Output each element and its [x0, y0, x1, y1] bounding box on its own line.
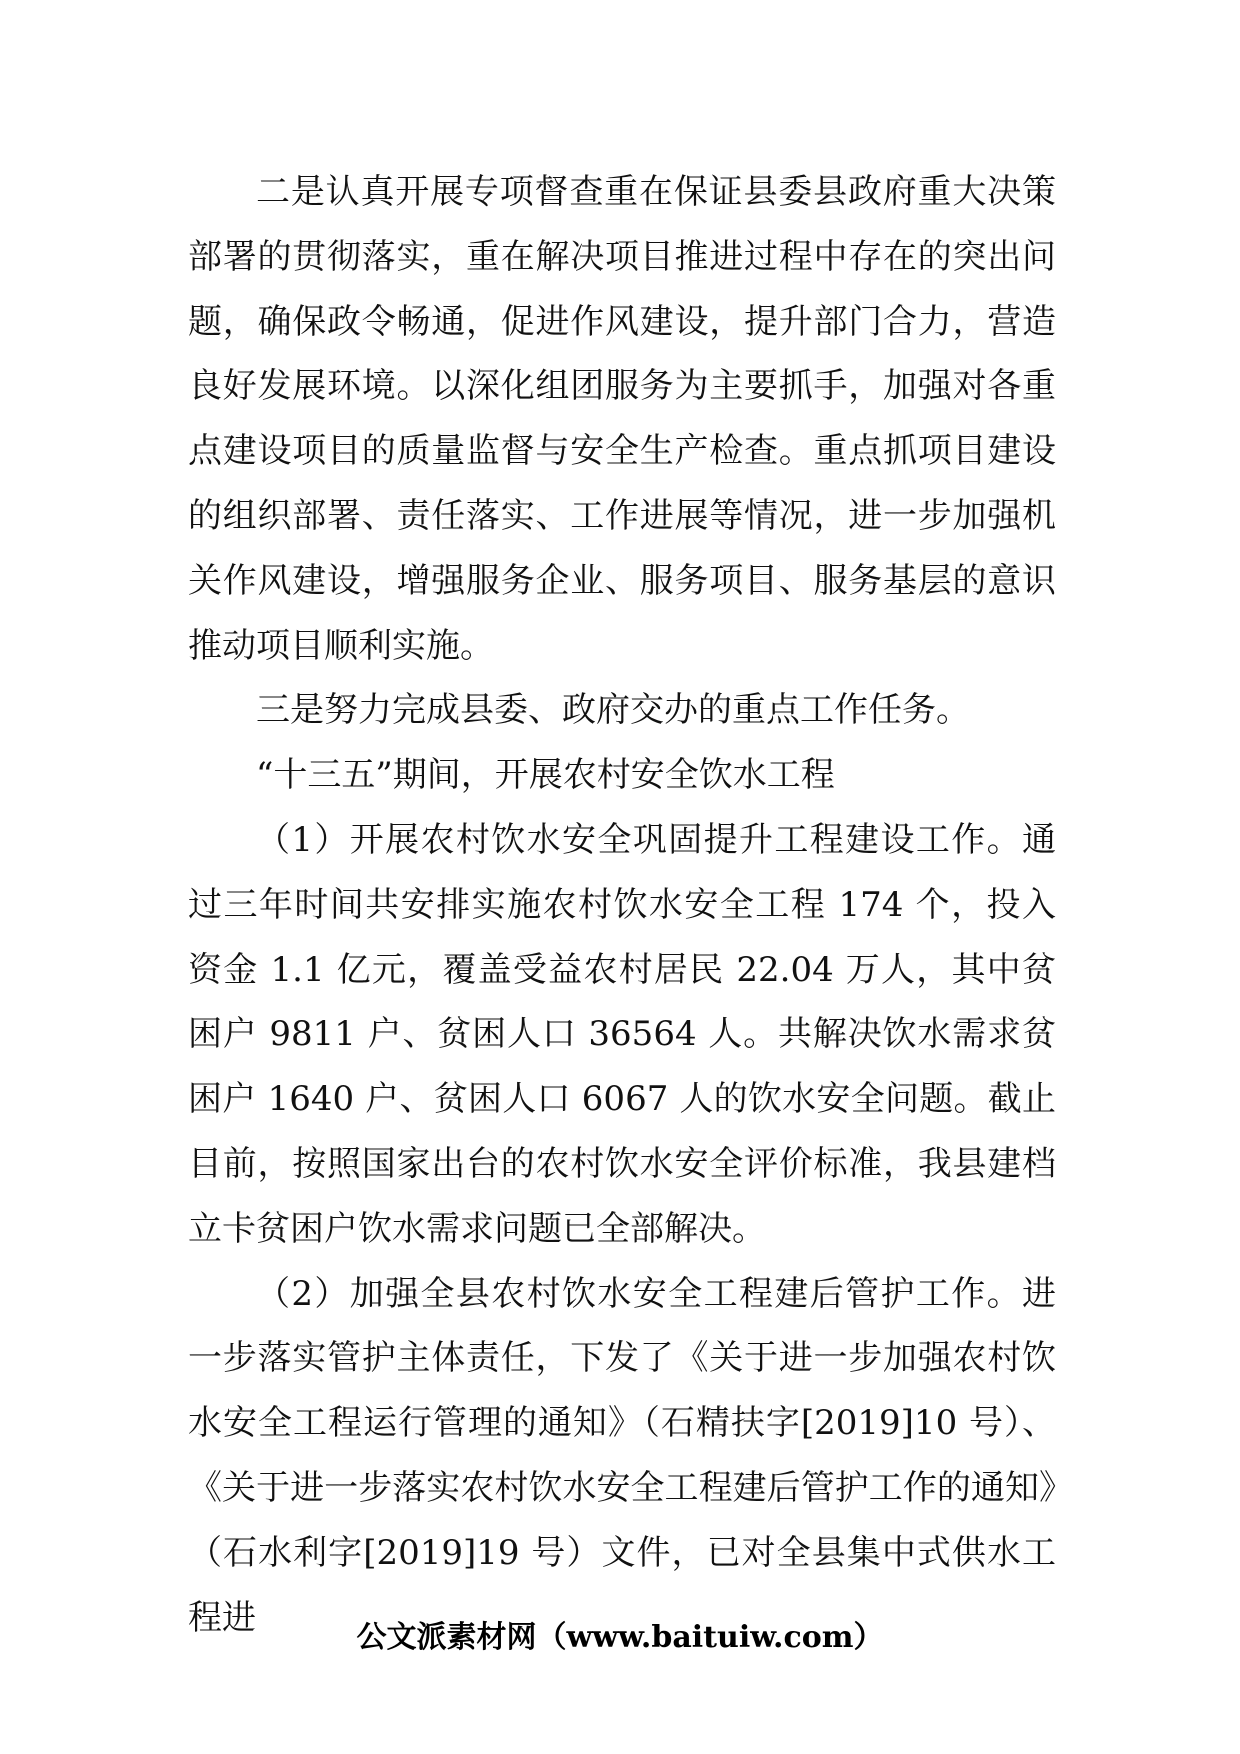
paragraph-item-2: （2）加强全县农村饮水安全工程建后管护工作。进一步落实管护主体责任，下发了《关于进一步加强农村饮水安全工程运行管理的通知》（石精扶字[2019]10 号）、《关于进一步落实农村饮水安全工程建后管护工作的通知》（石水利字[2019]19 号）文件，已对全县集中式供水工程进	[188, 1273, 1056, 1638]
paragraph-key-tasks: 三是努力完成县委、政府交办的重点工作任务。	[256, 690, 970, 731]
paragraph-item-1: （1）开展农村饮水安全巩固提升工程建设工作。通过三年时间共安排实施农村饮水安全工程 174 个，投入资金 1.1 亿元，覆盖受益农村居民 22.04 万人，其中贫困户 9811 户、贫困人口 36564 人。共解决饮水需求贫困户 1640 户、贫困人口 6067 人的饮水安全问题。截止目前，按照国家出台的农村饮水安全评价标准，我县建档立卡贫困户饮水需求问题已全部解决。	[188, 819, 1056, 1249]
paragraph-13th-five-year: “十三五”期间，开展农村安全饮水工程	[256, 755, 835, 796]
footer-watermark: 公文派素材网（www.baituiw.com）	[356, 1620, 884, 1655]
paragraph-inspection: 二是认真开展专项督查重在保证县委县政府重大决策部署的贯彻落实，重在解决项目推进过程中存在的突出问题，确保政令畅通，促进作风建设，提升部门合力，营造良好发展环境。以深化组团服务为主要抓手，加强对各重点建设项目的质量监督与安全生产检查。重点抓项目建设的组织部署、责任落实、工作进展等情况，进一步加强机关作风建设，增强服务企业、服务项目、服务基层的意识推动项目顺利实施。	[188, 172, 1056, 666]
document-body	[188, 160, 1056, 1650]
